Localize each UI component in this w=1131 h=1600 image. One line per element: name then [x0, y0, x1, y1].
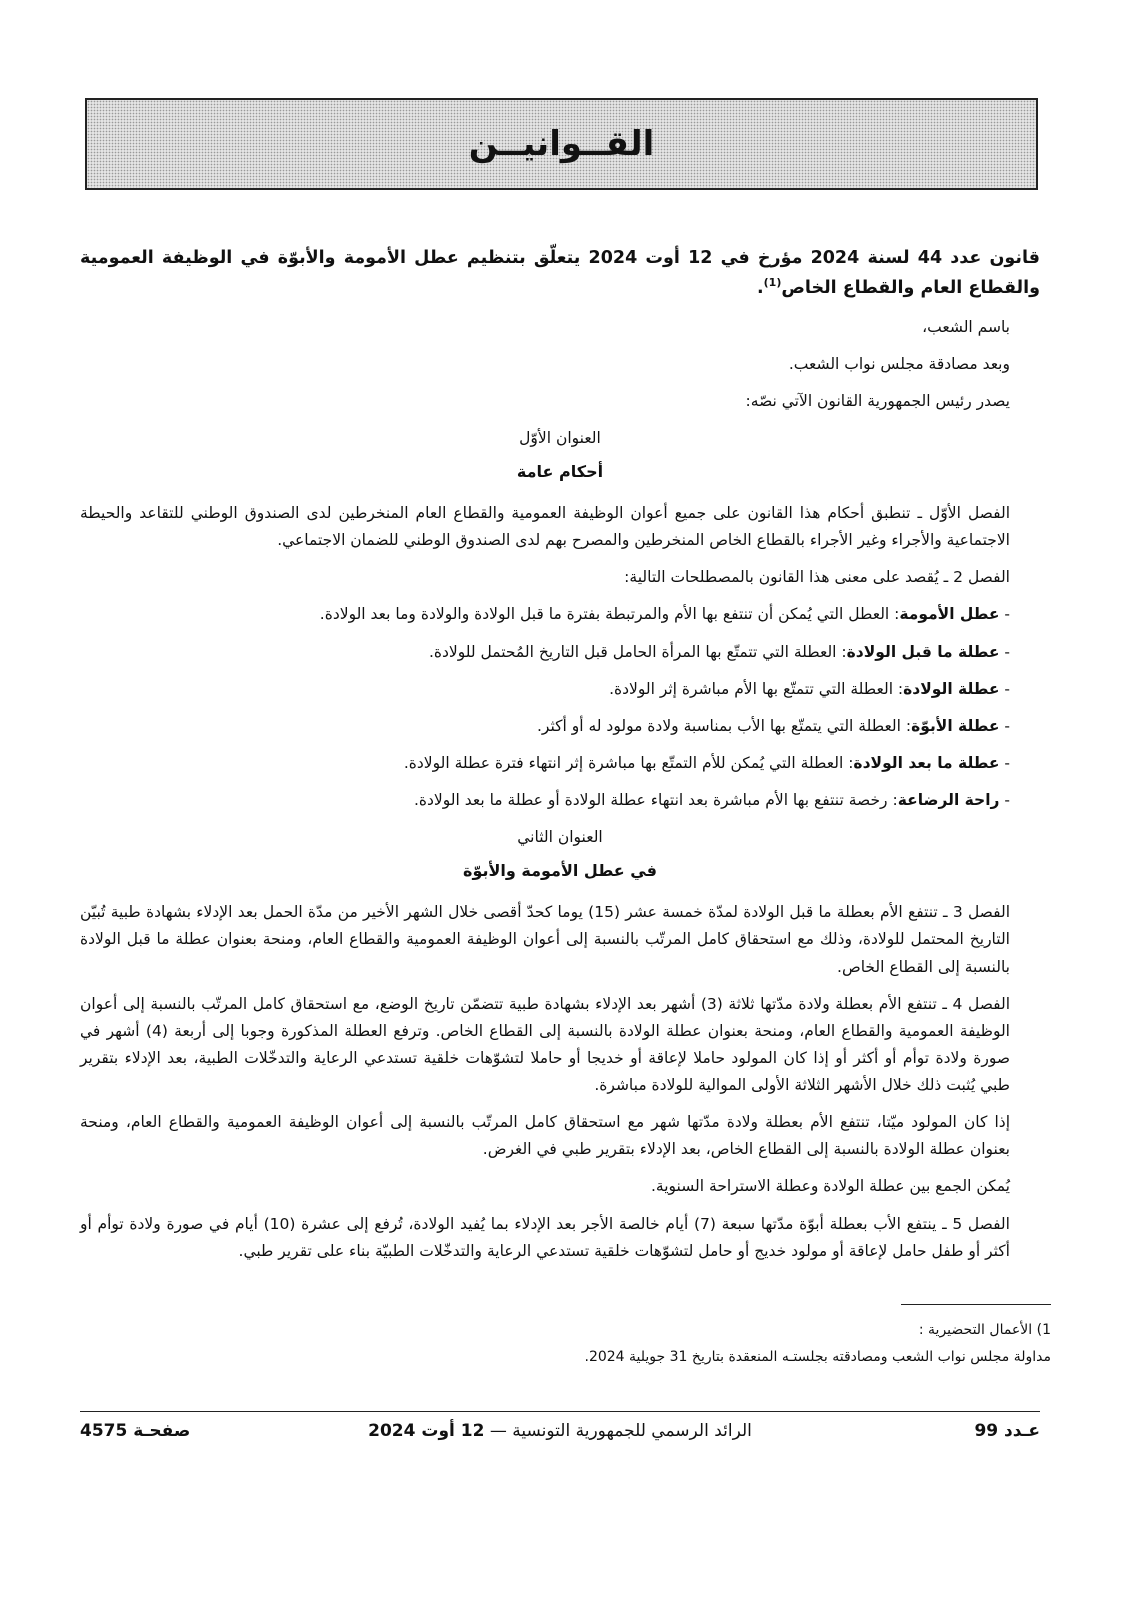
law-title-end: .	[756, 277, 764, 298]
title1-heading: العنوان الأوّل	[519, 428, 601, 447]
preamble-line-3: يصدر رئيس الجمهورية القانون الآتي نصّه:	[745, 391, 1010, 410]
definition-text: : العطلة التي تتمتّع بها المرأة الحامل قبل التاريخ المُحتمل للولادة.	[428, 642, 847, 661]
definition-item: - عطلة ما قبل الولادة: العطلة التي تتمتّع بها المرأة الحامل قبل التاريخ المُحتمل للولادة.	[428, 642, 1010, 661]
chapter-4-paragraph-3: يُمكن الجمع بين عطلة الولادة وعطلة الاستراحة السنوية.	[650, 1177, 1010, 1196]
definition-item: - عطلة الأبوّة: العطلة التي يتمتّع بها الأب بمناسبة ولادة مولود له أو أكثر.	[536, 716, 1010, 735]
title1-subtitle: أحكام عامة	[516, 462, 604, 481]
definition-text: : العطل التي يُمكن أن تنتفع بها الأم والمرتبطة بفترة ما قبل الولادة والولادة وما بعد الولادة.	[319, 605, 900, 624]
definition-term: عطلة ما بعد الولادة	[853, 753, 1000, 772]
journal-name: الرائد الرسمي للجمهورية التونسية —	[484, 1421, 752, 1441]
definition-term: راحة الرضاعة	[897, 791, 1000, 809]
definition-item: - عطلة ما بعد الولادة: العطلة التي يُمكن للأم التمتّع بها مباشرة إثر انتهاء فترة عطلة الولادة.	[403, 753, 1010, 772]
footnote-text: مداولة مجلس نواب الشعب ومصادقته بجلستـه المنعقدة بتاريخ 31 جويلية 2024.	[584, 1348, 1051, 1365]
chapter-5: الفصل 5 ـ ينتفع الأب بعطلة أبوّة مدّتها سبعة (7) أيام خالصة الأجر بعد الإدلاء بما يُفيد الولادة، تُرفع إلى عشرة (10) أيام في صورة ولادة توأم أو أكثر أو طفل حامل لإعاقة أو مولود خديج أو حامل لتشوّهات خلقية تستدعي الرعاية والتدخّلات الطبيّة بناء على تقرير طبي.	[80, 1214, 1010, 1260]
law-content	[80, 244, 1040, 1275]
chapter-3: الفصل 3 ـ تنتفع الأم بعطلة ما قبل الولادة لمدّة خمسة عشر (15) يوما كحدّ أقصى خلال الشهر الأخير من مدّة الحمل بعد الإدلاء بشهادة طبية تُبيّن التاريخ المحتمل للولادة، وذلك مع استحقاق كامل المرتّب بالنسبة إلى أعوان الوظيفة العمومية والقطاع العام، ومنحة بعنوان عطلة ما قبل الولادة بالنسبة إلى القطاع الخاص.	[80, 903, 1010, 976]
definition-text: : العطلة التي يُمكن للأم التمتّع بها مباشرة إثر انتهاء فترة عطلة الولادة.	[403, 753, 854, 772]
definitions-list	[80, 601, 1040, 814]
definition-text: : رخصة تنتفع بها الأم مباشرة بعد انتهاء عطلة الولادة أو عطلة ما بعد الولادة.	[413, 791, 898, 809]
definition-term: عطلة ما قبل الولادة	[846, 642, 1000, 661]
law-title	[80, 244, 1040, 304]
title2-heading: العنوان الثاني	[517, 828, 603, 847]
title2-subtitle: في عطل الأمومة والأبوّة	[463, 861, 657, 881]
preamble-line-1: باسم الشعب،	[922, 317, 1010, 336]
definition-item: - راحة الرضاعة: رخصة تنتفع بها الأم مباشرة بعد انتهاء عطلة الولادة أو عطلة ما بعد الولادة.	[413, 791, 1010, 809]
definition-text: : العطلة التي يتمتّع بها الأب بمناسبة ولادة مولود له أو أكثر.	[536, 716, 912, 735]
section-title: القــوانيــن	[468, 124, 655, 164]
issue-number: عـدد 99	[974, 1421, 1040, 1441]
chapter-4-paragraph-2: إذا كان المولود ميّتا، تنتفع الأم بعطلة ولادة مدّتها شهر مع استحقاق كامل المرتّب بالنسبة إلى أعوان الوظيفة العمومية والقطاع العام، ومنحة بعنوان عطلة الولادة بالنسبة إلى القطاع الخاص، بعد الإدلاء بتقرير طبي في الغرض.	[80, 1113, 1010, 1159]
journal-title	[80, 1421, 1040, 1441]
definition-item: - عطل الأمومة: العطل التي يُمكن أن تنتفع بها الأم والمرتبطة بفترة ما قبل الولادة والولادة وما بعد الولادة.	[319, 605, 1010, 624]
page-footer	[80, 1421, 1040, 1449]
footnotes	[91, 1318, 1051, 1371]
footnote-ref[interactable]: (1)	[763, 275, 782, 289]
section-banner	[85, 98, 1038, 190]
page-number: صفحـة 4575	[80, 1421, 191, 1441]
footer-divider	[80, 1411, 1040, 1412]
chapter-1: الفصل الأوّل ـ تنطبق أحكام هذا القانون على جميع أعوان الوظيفة العمومية والقطاع العام المنخرطين لدى الصندوق الوطني للتقاعد والحيطة الاجتماعية والأجراء وغير الأجراء بالقطاع الخاص المنخرطين والمصرح بهم لدى الصندوق الوطني للضمان الاجتماعي.	[80, 504, 1010, 550]
issue-date: 12 أوت 2024	[368, 1421, 485, 1441]
chapter-4-paragraph-1: الفصل 4 ـ تنتفع الأم بعطلة ولادة مدّتها ثلاثة (3) أشهر بعد الإدلاء بشهادة طبية تتضمّن تاريخ الوضع، مع استحقاق كامل المرتّب بالنسبة إلى أعوان الوظيفة العمومية والقطاع العام، ومنحة بعنوان عطلة الولادة بالنسبة إلى القطاع الخاص. وترفع العطلة المذكورة وجوبا إلى أربعة (4) أشهر في صورة ولادة توأم أو أكثر أو إذا كان المولود حاملا لإعاقة أو خديجا أو حاملا لتشوّهات خلقية تستدعي الرعاية والتدخّلات الطبية، بعد الإدلاء بتقرير طبي يُثبت ذلك خلال الأشهر الثلاثة الأولى الموالية للولادة مباشرة.	[80, 994, 1011, 1094]
definition-term: عطلة الولادة	[903, 679, 1000, 698]
footnote-divider	[901, 1304, 1051, 1305]
footnote-label: 1) الأعمال التحضيرية :	[918, 1322, 1051, 1338]
definition-text: : العطلة التي تتمتّع بها الأم مباشرة إثر الولادة.	[609, 679, 904, 698]
definition-term: عطل الأمومة	[899, 605, 1000, 624]
law-title-text: قانون عدد 44 لسنة 2024 مؤرخ في 12 أوت 2024 يتعلّق بتنظيم عطل الأمومة والأبوّة في الوظيفة العمومية والقطاع العام والقطاع الخاص	[80, 248, 1041, 298]
definition-term: عطلة الأبوّة	[911, 716, 1000, 735]
definition-item: - عطلة الولادة: العطلة التي تتمتّع بها الأم مباشرة إثر الولادة.	[609, 679, 1010, 698]
chapter-2-intro: الفصل 2 ـ يُقصد على معنى هذا القانون بالمصطلحات التالية:	[624, 568, 1010, 587]
preamble-line-2: وبعد مصادقة مجلس نواب الشعب.	[788, 354, 1010, 373]
